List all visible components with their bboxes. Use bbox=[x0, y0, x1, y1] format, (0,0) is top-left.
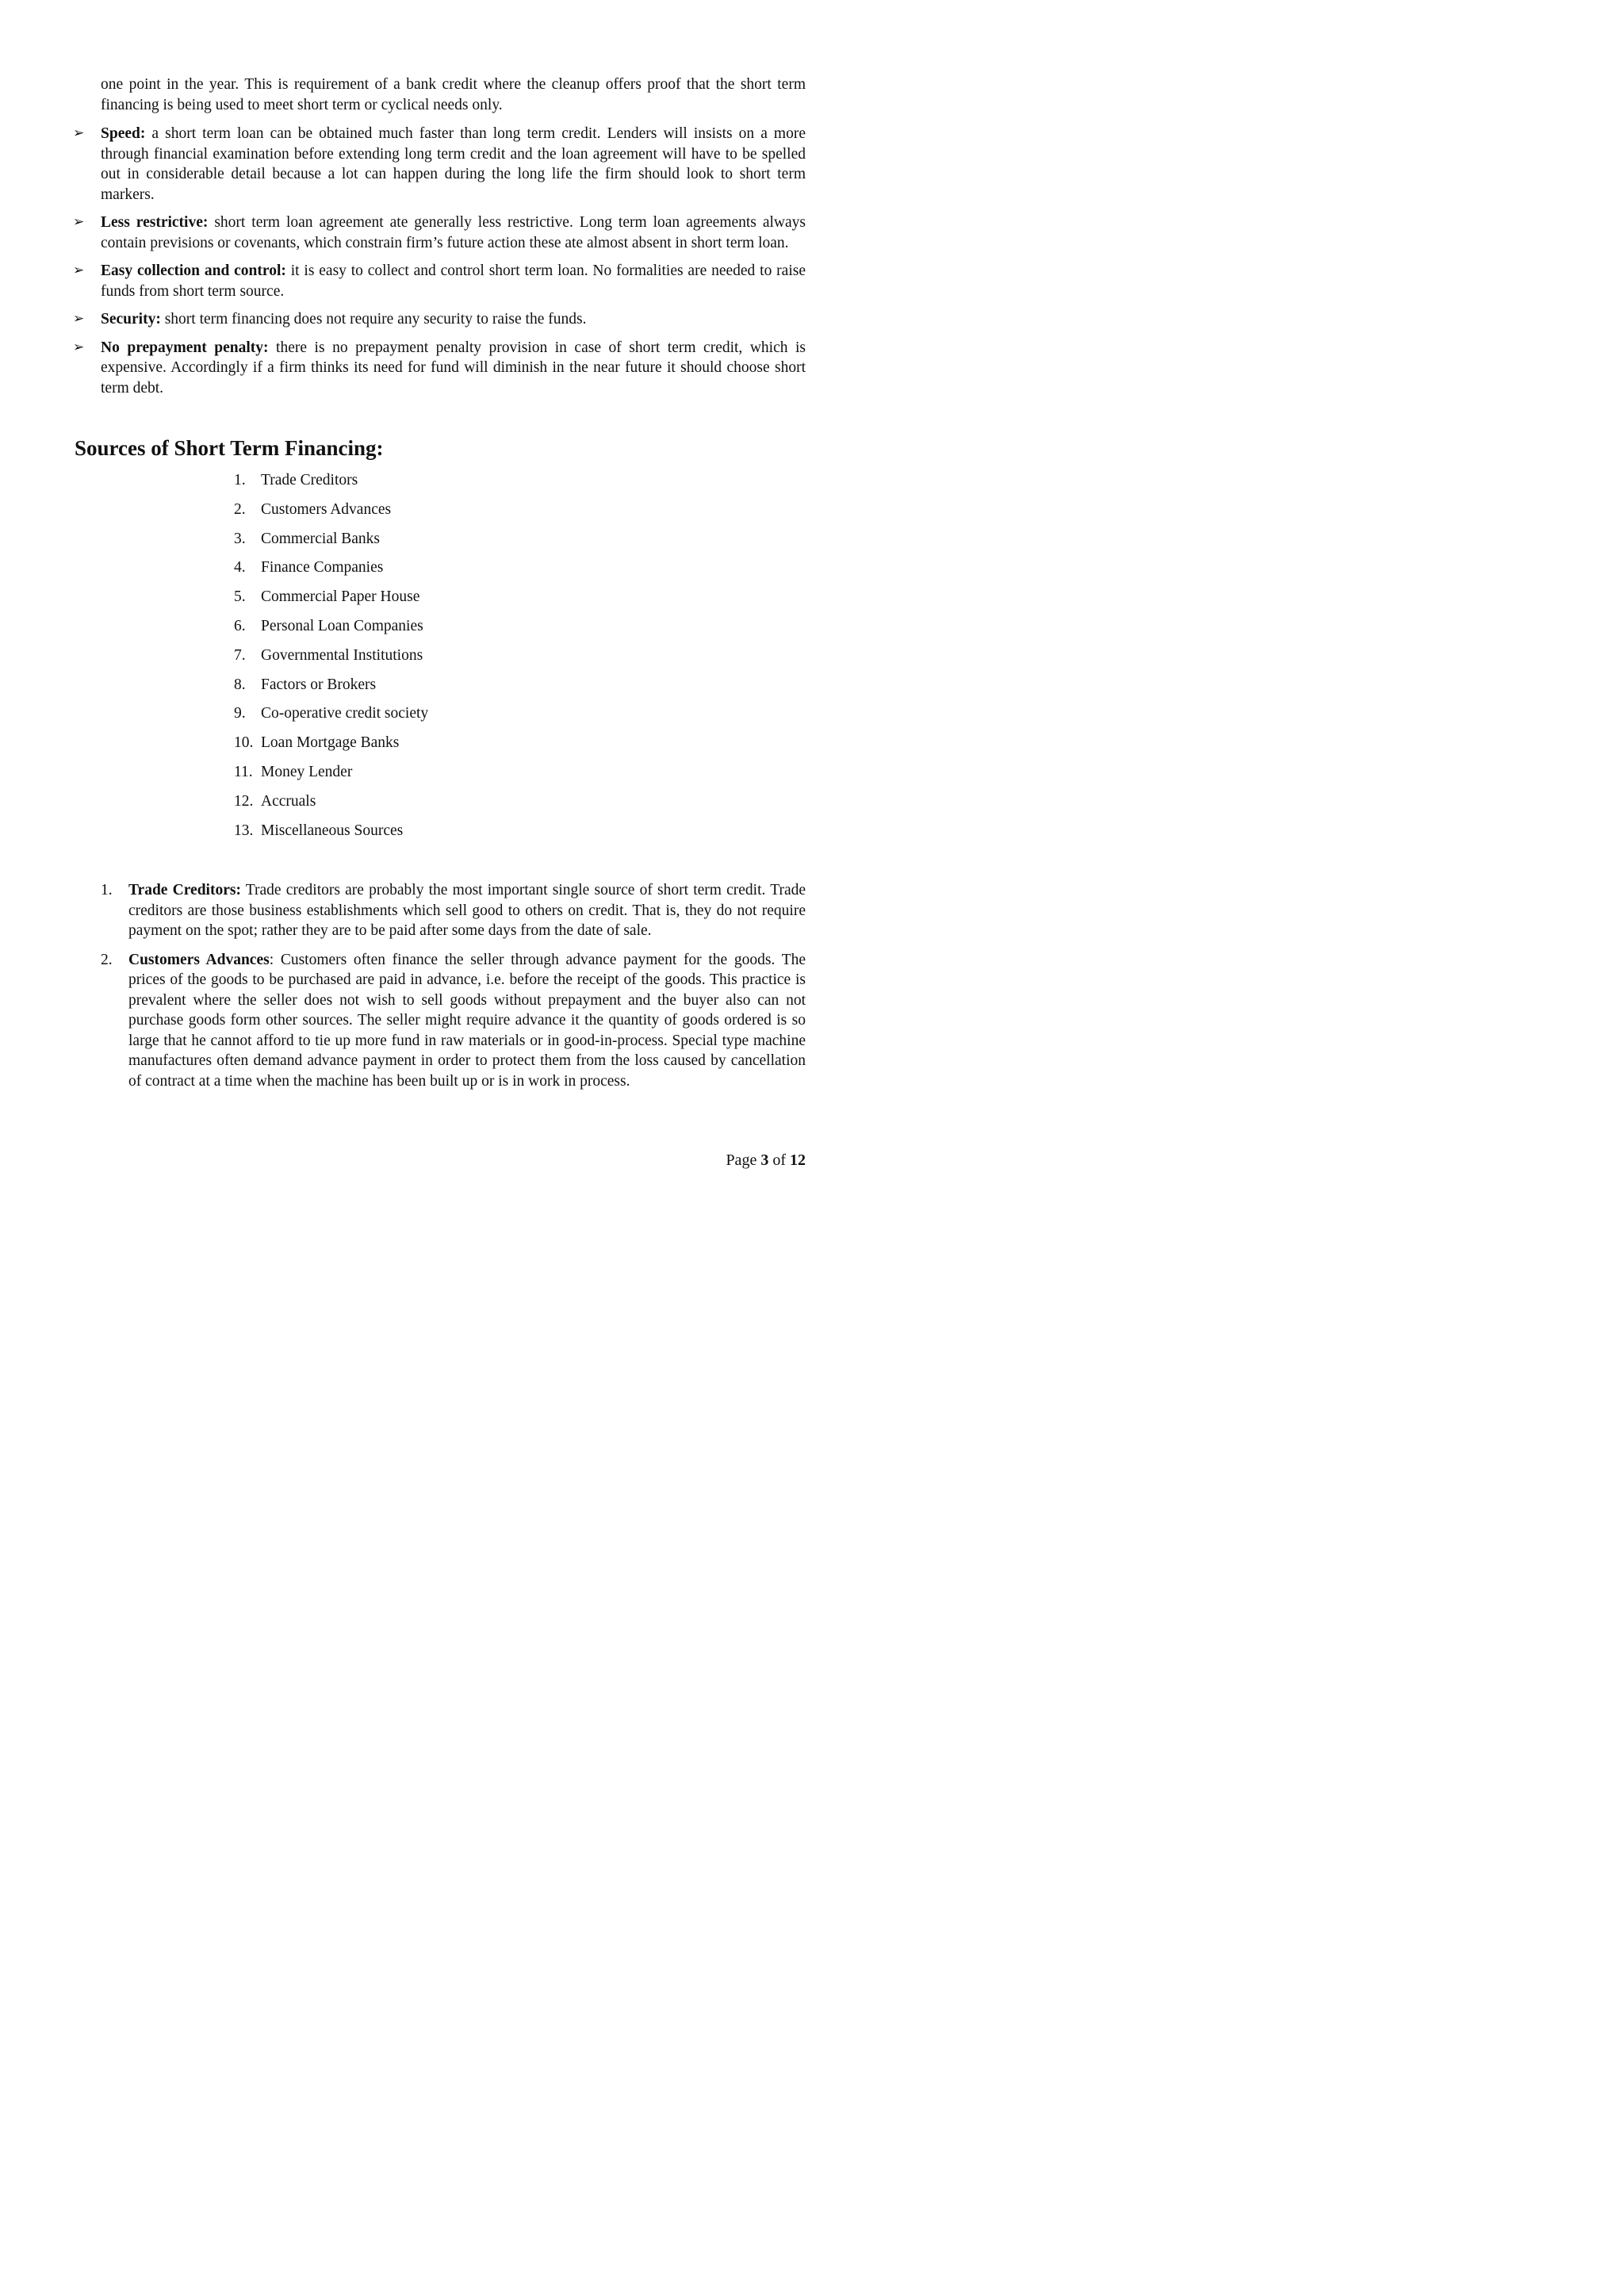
bullet-text: a short term loan can be obtained much faster than long term credit. Lenders will insists on a more through financial examination before extending long term credit and the loan agreement will have to be spelled out in considerable detail because a lot can happen during the long life the firm should look to short term markers. bbox=[101, 125, 806, 203]
bullet-text: there is no prepayment penalty provision in case of short term credit, which is expensive. Accordingly if a firm thinks its need for fund will diminish in the near future it should choose short term debt. bbox=[101, 339, 806, 397]
list-label: Factors or Brokers bbox=[261, 676, 377, 693]
total-page-number: 12 bbox=[790, 1151, 806, 1169]
of-word: of bbox=[772, 1151, 786, 1169]
list-label: Customers Advances bbox=[261, 500, 392, 518]
list-item bbox=[234, 645, 428, 674]
list-label: Loan Mortgage Banks bbox=[261, 734, 400, 752]
list-number: 9. bbox=[234, 705, 246, 722]
detail-number: 1. bbox=[101, 882, 113, 898]
detail-number: 2. bbox=[101, 951, 113, 968]
bullet-text: short term financing does not require any security to raise the funds. bbox=[164, 311, 587, 328]
list-item bbox=[234, 586, 428, 615]
section-heading: Sources of Short Term Financing: bbox=[75, 436, 384, 460]
list-item bbox=[234, 557, 428, 586]
list-item bbox=[234, 820, 428, 849]
list-number: 2. bbox=[234, 500, 246, 518]
bullet-term: Less restrictive: bbox=[101, 214, 209, 231]
arrow-bullet-icon: ➢ bbox=[73, 214, 85, 230]
list-label: Finance Companies bbox=[261, 559, 384, 577]
list-number: 5. bbox=[234, 588, 246, 606]
detail-item-customers-advances bbox=[101, 950, 806, 1092]
list-number: 1. bbox=[234, 472, 246, 489]
detail-term: Trade Creditors: bbox=[128, 882, 241, 898]
bullet-text: it is easy to collect and control short term loan. No formalities are needed to raise funds from short term source. bbox=[101, 262, 806, 300]
list-number: 12. bbox=[234, 792, 254, 810]
list-item bbox=[234, 499, 428, 528]
arrow-bullet-icon: ➢ bbox=[73, 339, 85, 355]
list-label: Co-operative credit society bbox=[261, 705, 429, 722]
list-label: Commercial Banks bbox=[261, 530, 381, 547]
list-number: 8. bbox=[234, 676, 246, 693]
list-item bbox=[234, 791, 428, 820]
arrow-bullet-icon: ➢ bbox=[73, 311, 85, 327]
list-number: 6. bbox=[234, 617, 246, 634]
detail-text: : Customers often finance the seller through advance payment for the goods. The prices of the goods to be purchased are paid in advance, i.e. before the receipt of the goods. This practice is prevalent where the seller does not wish to sell goods without prepayment and the buyer also can not purchase goods form other sources. The seller might require advance it the quantity of goods ordered is so large that he cannot afford to tie up more fund in raw materials or in good-in-process. Special type machine manufactures often demand advance payment in order to protect them from the loss caused by cancellation of contract at a time when the machine has been built up or is in work in process. bbox=[128, 951, 806, 1090]
list-number: 10. bbox=[234, 734, 254, 752]
list-label: Commercial Paper House bbox=[261, 588, 420, 606]
bullet-item-easy-collection bbox=[73, 261, 806, 301]
bullet-term: Security: bbox=[101, 311, 161, 328]
bullet-term: Speed: bbox=[101, 125, 146, 142]
detail-term: Customers Advances bbox=[128, 951, 270, 968]
bullet-term: No prepayment penalty: bbox=[101, 339, 269, 356]
list-number: 7. bbox=[234, 646, 246, 664]
list-item bbox=[234, 469, 428, 499]
list-item bbox=[234, 761, 428, 791]
bullet-text: short term loan agreement ate generally less restrictive. Long term loan agreements always contain previsions or covenants, which constrain firm’s future action these ate almost absent in short term loan. bbox=[101, 214, 806, 251]
bullet-item-no-prepayment-penalty bbox=[73, 338, 806, 399]
list-item bbox=[234, 703, 428, 732]
list-label: Governmental Institutions bbox=[261, 646, 423, 664]
list-label: Personal Loan Companies bbox=[261, 617, 423, 634]
current-page-number: 3 bbox=[760, 1151, 769, 1169]
list-item bbox=[234, 615, 428, 645]
bullet-item-security bbox=[73, 309, 806, 330]
detail-item-trade-creditors bbox=[101, 880, 806, 941]
arrow-bullet-icon: ➢ bbox=[73, 125, 85, 141]
bullet-term: Easy collection and control: bbox=[101, 262, 286, 279]
list-item bbox=[234, 528, 428, 557]
list-label: Trade Creditors bbox=[261, 472, 358, 489]
list-label: Accruals bbox=[261, 792, 316, 810]
list-item bbox=[234, 732, 428, 761]
sources-list bbox=[234, 469, 428, 849]
intro-paragraph: one point in the year. This is requirement of a bank credit where the cleanup offers proof that the short term financing is being used to meet short term or cyclical needs only. bbox=[101, 76, 806, 113]
bullet-item-speed bbox=[73, 124, 806, 205]
list-number: 3. bbox=[234, 530, 246, 547]
list-label: Miscellaneous Sources bbox=[261, 822, 404, 839]
page-word: Page bbox=[726, 1151, 757, 1169]
arrow-bullet-icon: ➢ bbox=[73, 262, 85, 278]
list-number: 13. bbox=[234, 822, 254, 839]
source-details-list bbox=[101, 880, 806, 1100]
page-number-footer bbox=[726, 1151, 806, 1171]
detail-text: Trade creditors are probably the most important single source of short term credit. Trade creditors are those business establishments which sell good to others on credit. That is, they do not require payment on the spot; rather they are to be paid after some days from the date of sale. bbox=[128, 882, 806, 939]
bullet-item-less-restrictive bbox=[73, 213, 806, 253]
list-number: 4. bbox=[234, 559, 246, 577]
document-page bbox=[0, 0, 872, 1234]
list-label: Money Lender bbox=[261, 763, 353, 780]
list-item bbox=[234, 674, 428, 703]
list-number: 11. bbox=[234, 763, 253, 780]
advantages-list bbox=[73, 124, 806, 406]
